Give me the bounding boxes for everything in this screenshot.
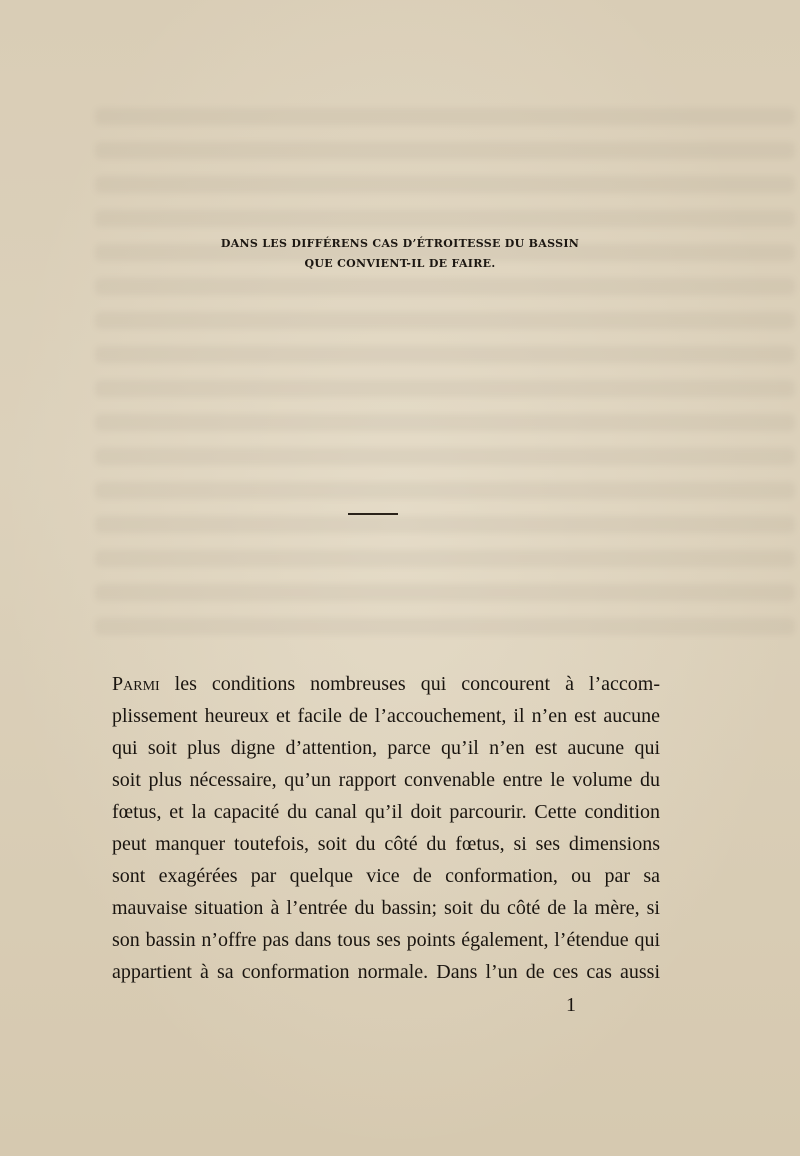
text-line: son bassin n’offre pas dans tous ses points également, l’étendue qui xyxy=(112,929,660,951)
page-number: 1 xyxy=(566,994,576,1016)
text-line: qui soit plus digne d’attention, parce qu’il n’en est aucune qui xyxy=(112,737,660,759)
text-line: fœtus, et la capacité du canal qu’il doit parcourir. Cette condition xyxy=(112,801,660,823)
first-word: Parmi xyxy=(112,673,160,695)
text-line: soit plus nécessaire, qu’un rapport convenable entre le volume du xyxy=(112,769,660,791)
text-line: appartient à sa conformation normale. Dans l’un de ces cas aussi xyxy=(112,961,660,983)
text-line: plissement heureux et facile de l’accouchement, il n’en est aucune xyxy=(112,705,660,727)
chapter-heading-line-2: QUE CONVIENT-IL DE FAIRE. xyxy=(304,257,496,270)
text-line: Parmi les conditions nombreuses qui concourent à l’accom- xyxy=(112,673,660,695)
text-line: mauvaise situation à l’entrée du bassin; soit du côté de la mère, si xyxy=(112,897,660,919)
body-paragraph xyxy=(112,668,660,988)
text-line: sont exagérées par quelque vice de conformation, ou par sa xyxy=(112,865,660,887)
section-divider xyxy=(348,513,398,515)
chapter-heading-line-1: DANS LES DIFFÉRENS CAS D’ÉTROITESSE DU BASSIN xyxy=(220,237,580,250)
text-line: peut manquer toutefois, soit du côté du fœtus, si ses dimensions xyxy=(112,833,660,855)
